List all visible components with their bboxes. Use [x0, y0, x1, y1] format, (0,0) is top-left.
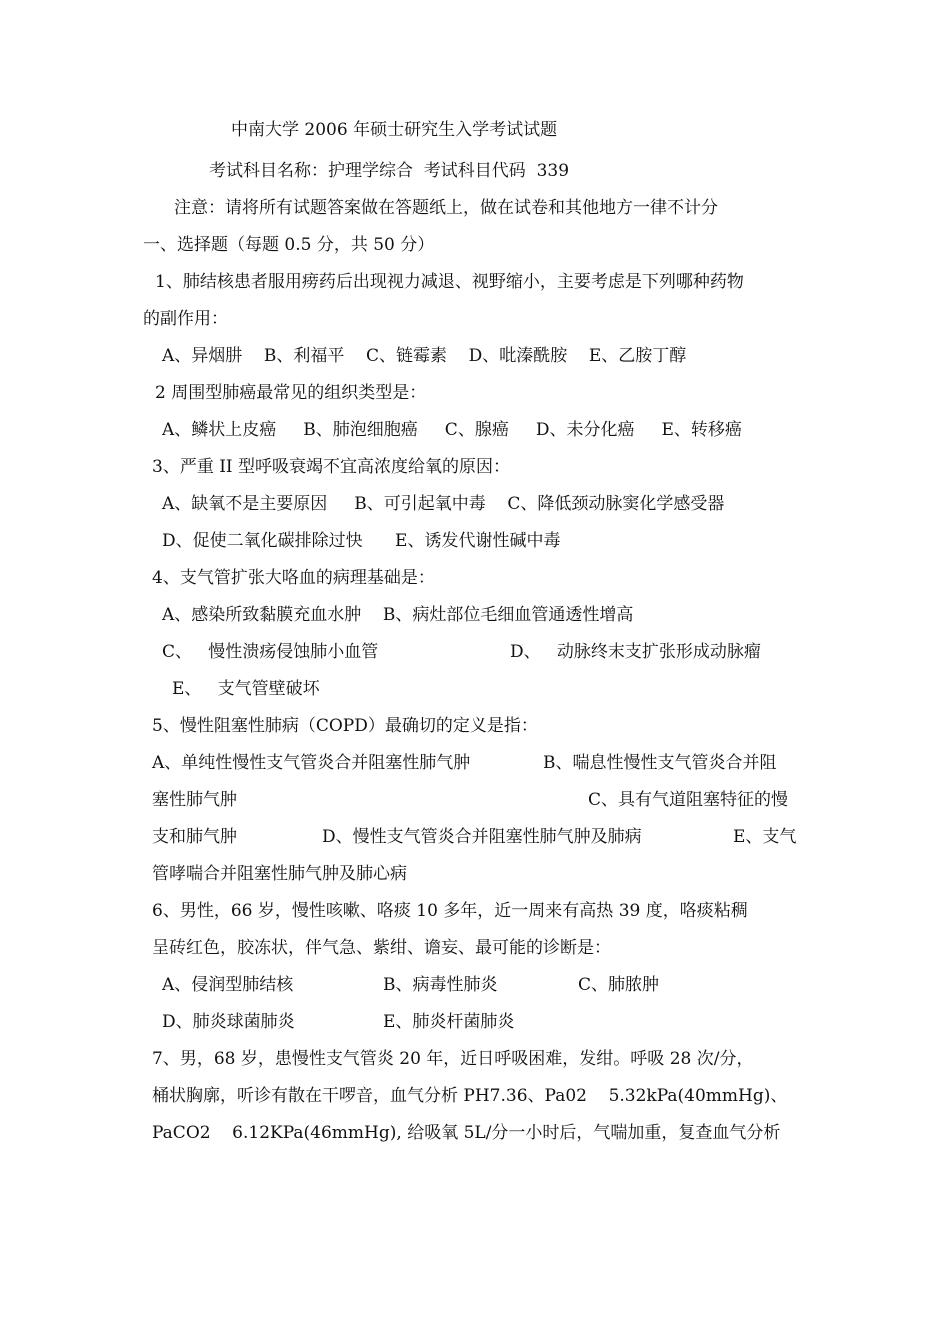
- question-5-option-d: D、慢性支气管炎合并阻塞性肺气肿及肺病: [322, 827, 642, 847]
- question-7-stem-cont-1: 桶状胸廓，听诊有散在干啰音，血气分析 PH7.36、Pa02 5.32kPa(40mmHg)、: [152, 1086, 788, 1106]
- question-4-option-e: E、 支气管壁破坏: [172, 679, 320, 699]
- question-6-option-d: D、肺炎球菌肺炎: [162, 1012, 295, 1032]
- question-4-option-d: D、 动脉终末支扩张形成动脉瘤: [510, 642, 761, 662]
- question-6-option-c: C、肺脓肿: [578, 975, 660, 995]
- question-4-options-1: A、感染所致黏膜充血水肿 B、病灶部位毛细血管通透性增高: [162, 605, 634, 625]
- question-5-option-c: C、具有气道阻塞特征的慢: [588, 790, 789, 810]
- question-6-stem-cont: 呈砖红色，胶冻状，伴气急、紫绀、谵妄、最可能的诊断是：: [152, 938, 611, 958]
- question-5-option-c-cont: 支和肺气肿: [152, 827, 237, 847]
- question-6-stem: 6、男性，66 岁，慢性咳嗽、咯痰 10 多年，近一周来有高热 39 度，咯痰粘稠: [152, 901, 748, 921]
- question-6-option-a: A、侵润型肺结核: [162, 975, 294, 995]
- question-3-options-1: A、缺氧不是主要原因 B、可引起氧中毒 C、降低颈动脉窦化学感受器: [162, 494, 725, 514]
- question-4-option-c: C、 慢性溃疡侵蚀肺小血管: [162, 642, 379, 662]
- question-3-options-2: D、促使二氧化碳排除过快 E、诱发代谢性碱中毒: [162, 531, 561, 551]
- question-1-stem: 1、肺结核患者服用痨药后出现视力减退、视野缩小，主要考虑是下列哪种药物: [155, 272, 744, 292]
- question-7-stem: 7、男，68 岁，患慢性支气管炎 20 年，近日呼吸困难，发绀。呼吸 28 次/分，: [152, 1049, 754, 1069]
- question-2-stem: 2 周围型肺癌最常见的组织类型是：: [155, 383, 427, 403]
- question-5-option-a: A、单纯性慢性支气管炎合并阻塞性肺气肿: [152, 753, 471, 773]
- question-1-stem-cont: 的副作用：: [143, 309, 228, 329]
- subject-line: 考试科目名称：护理学综合 考试科目代码 339: [209, 161, 570, 181]
- question-5-option-e-cont: 管哮喘合并阻塞性肺气肿及肺心病: [152, 864, 407, 884]
- question-1-options: A、异烟肼 B、利福平 C、链霉素 D、吡溱酰胺 E、乙胺丁醇: [162, 346, 687, 366]
- question-5-option-b-cont: 塞性肺气肿: [152, 790, 237, 810]
- question-5-stem: 5、慢性阻塞性肺病（COPD）最确切的定义是指：: [152, 716, 538, 736]
- question-6-option-e: E、肺炎杆菌肺炎: [383, 1012, 515, 1032]
- notice-text: 注意：请将所有试题答案做在答题纸上，做在试卷和其他地方一律不计分: [174, 198, 718, 218]
- exam-title: 中南大学 2006 年硕士研究生入学考试试题: [231, 120, 558, 140]
- question-3-stem: 3、严重 II 型呼吸衰竭不宜高浓度给氧的原因：: [152, 457, 511, 477]
- question-2-options: A、鳞状上皮癌 B、肺泡细胞癌 C、腺癌 D、未分化癌 E、转移癌: [162, 420, 742, 440]
- question-7-stem-cont-2: PaCO2 6.12KPa(46mmHg), 给吸氧 5L/分一小时后，气喘加重，复查血气分析: [152, 1123, 781, 1143]
- question-6-option-b: B、病毒性肺炎: [383, 975, 498, 995]
- question-5-option-e: E、支气: [733, 827, 797, 847]
- section-heading: 一、选择题（每题 0.5 分，共 50 分）: [143, 235, 435, 255]
- question-5-option-b: B、喘息性慢性支气管炎合并阻: [543, 753, 777, 773]
- question-4-stem: 4、支气管扩张大咯血的病理基础是：: [152, 568, 435, 588]
